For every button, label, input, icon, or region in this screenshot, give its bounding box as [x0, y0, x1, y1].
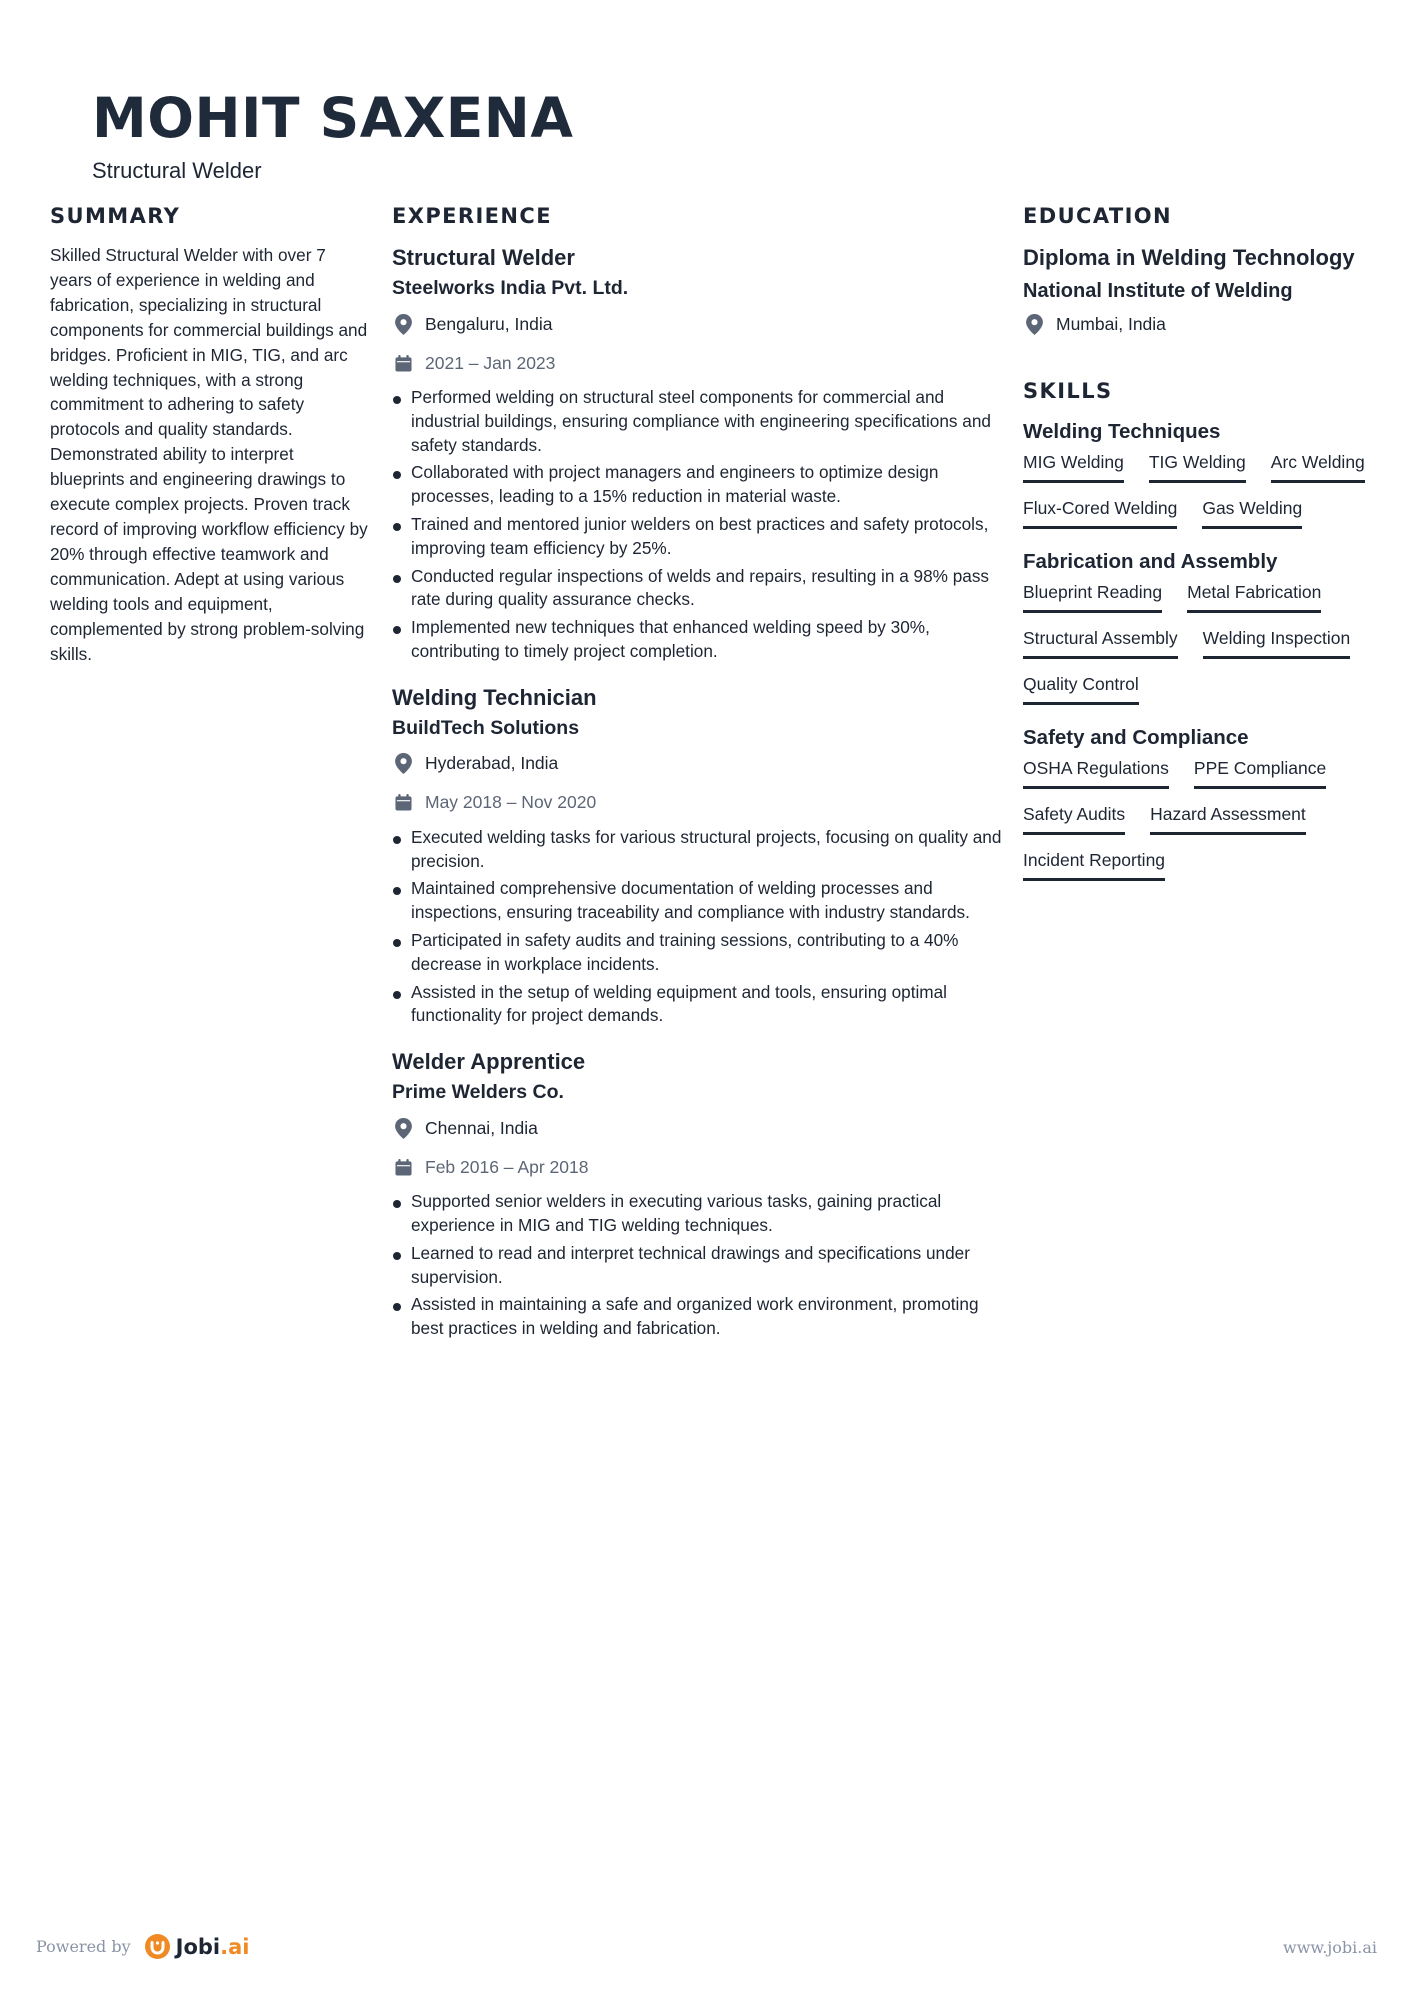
skill-tag: Quality Control — [1023, 672, 1139, 705]
skill-tags — [1023, 756, 1373, 881]
job-company: Prime Welders Co. — [392, 1081, 564, 1104]
skill-tags — [1023, 580, 1373, 705]
job-location — [392, 1115, 1002, 1141]
job-list — [392, 243, 1002, 1341]
education-skills-column — [1023, 204, 1373, 900]
job-dates — [392, 350, 1002, 376]
skill-tag: Hazard Assessment — [1150, 802, 1306, 835]
skills-list — [1023, 418, 1373, 881]
job-bullet: Maintained comprehensive documentation of welding processes and inspections, ensuring traceability and compliance with industry standards. — [392, 877, 1002, 925]
job-dates-text: Feb 2016 – Apr 2018 — [425, 1156, 589, 1177]
job-bullet: Executed welding tasks for various structural projects, focusing on quality and precision. — [392, 826, 1002, 874]
skill-group-title: Welding Techniques — [1023, 420, 1221, 443]
job-location-text: Bengaluru, India — [425, 313, 553, 334]
skill-tag: Blueprint Reading — [1023, 580, 1162, 613]
skill-tag: Arc Welding — [1271, 450, 1365, 483]
skill-tag: Structural Assembly — [1023, 626, 1178, 659]
skill-tag: Safety Audits — [1023, 802, 1125, 835]
job-bullet: Trained and mentored junior welders on best practices and safety protocols, improving team efficiency by 25%. — [392, 513, 1002, 561]
job-entry — [392, 683, 1002, 1028]
job-dates-text: May 2018 – Nov 2020 — [425, 792, 597, 813]
skill-tag: Flux-Cored Welding — [1023, 496, 1177, 529]
education-heading: EDUCATION — [1023, 204, 1173, 228]
powered-by-label: Powered by — [36, 1937, 131, 1956]
skill-tag: Metal Fabrication — [1187, 580, 1321, 613]
experience-heading: EXPERIENCE — [392, 204, 552, 228]
skill-tag: Gas Welding — [1202, 496, 1302, 529]
skill-group-title: Fabrication and Assembly — [1023, 550, 1278, 573]
skill-tag: OSHA Regulations — [1023, 756, 1169, 789]
job-bullets — [392, 386, 1002, 664]
education-location-text: Mumbai, India — [1056, 313, 1166, 334]
calendar-icon — [395, 1157, 412, 1178]
brand-suffix: .ai — [220, 1934, 250, 1959]
website-link[interactable]: www.jobi.ai — [1283, 1938, 1377, 1957]
skill-tag: Incident Reporting — [1023, 848, 1165, 881]
skill-tag: PPE Compliance — [1194, 756, 1326, 789]
job-bullet: Learned to read and interpret technical drawings and specifications under supervision. — [392, 1242, 1002, 1290]
job-company: Steelworks India Pvt. Ltd. — [392, 277, 629, 299]
map-pin-icon — [395, 314, 412, 335]
skill-tags — [1023, 450, 1373, 529]
job-bullets — [392, 1190, 1002, 1341]
job-bullet: Implemented new techniques that enhanced welding speed by 30%, contributing to timely project completion. — [392, 616, 1002, 664]
skill-group — [1023, 418, 1373, 529]
job-bullets — [392, 826, 1002, 1028]
job-location-text: Chennai, India — [425, 1117, 538, 1138]
job-company: BuildTech Solutions — [392, 716, 580, 739]
summary-text: Skilled Structural Welder with over 7 years of experience in welding and fabrication, specializing in structural components for commercial buildings and bridges. Proficient in MIG, TIG, and arc welding techniques, with a strong commitment to adhering to safety protocols and quality standards. Demonstrated ability to interpret blueprints and engineering drawings to execute complex projects. Proven track record of improving workflow efficiency by 20% through effective teamwork and communication. Adept at using various welding tools and equipment, complemented by strong problem-solving skills. — [50, 245, 368, 664]
skill-tag: MIG Welding — [1023, 450, 1124, 483]
job-location — [392, 311, 1002, 337]
job-entry — [392, 1047, 1002, 1341]
map-pin-icon — [1026, 314, 1043, 335]
powered-by-footer — [36, 1934, 249, 1959]
education-degree: Diploma in Welding Technology — [1023, 245, 1355, 270]
map-pin-icon — [395, 753, 412, 774]
skills-heading: SKILLS — [1023, 379, 1113, 403]
job-location-text: Hyderabad, India — [425, 753, 559, 774]
candidate-role: Structural Welder — [92, 158, 262, 183]
brand-main: Jobi — [175, 1934, 221, 1959]
jobi-logo-icon — [145, 1934, 170, 1959]
job-dates — [392, 790, 1002, 816]
job-bullet: Assisted in maintaining a safe and organized work environment, promoting best practices in welding and fabrication. — [392, 1293, 1002, 1341]
job-bullet: Supported senior welders in executing various tasks, gaining practical experience in MIG and TIG welding techniques. — [392, 1190, 1002, 1238]
calendar-icon — [395, 353, 412, 374]
summary-section — [50, 204, 368, 666]
job-dates-text: 2021 – Jan 2023 — [425, 352, 556, 373]
experience-section — [392, 204, 1002, 1360]
skill-tag: Welding Inspection — [1203, 626, 1351, 659]
summary-heading: SUMMARY — [50, 204, 181, 228]
skill-group-title: Safety and Compliance — [1023, 726, 1249, 749]
candidate-name: MOHIT SAXENA — [92, 86, 574, 150]
skill-tag: TIG Welding — [1149, 450, 1246, 483]
job-bullet: Conducted regular inspections of welds and repairs, resulting in a 98% pass rate during quality assurance checks. — [392, 565, 1002, 613]
job-bullet: Participated in safety audits and training sessions, contributing to a 40% decrease in workplace incidents. — [392, 929, 1002, 977]
job-bullet: Performed welding on structural steel components for commercial and industrial buildings, ensuring compliance with engineering specifications and safety standards. — [392, 386, 1002, 457]
skill-group — [1023, 724, 1373, 881]
job-bullet: Assisted in the setup of welding equipment and tools, ensuring optimal functionality for project demands. — [392, 981, 1002, 1029]
calendar-icon — [395, 792, 412, 813]
jobi-logo-text[interactable] — [176, 1935, 250, 1959]
job-title: Welder Apprentice — [392, 1049, 586, 1075]
job-entry — [392, 243, 1002, 664]
education-location — [1023, 311, 1373, 337]
job-title: Structural Welder — [392, 245, 575, 270]
map-pin-icon — [395, 1118, 412, 1139]
job-title: Welding Technician — [392, 684, 597, 710]
job-dates — [392, 1154, 1002, 1180]
education-school: National Institute of Welding — [1023, 280, 1293, 302]
job-location — [392, 751, 1002, 777]
job-bullet: Collaborated with project managers and engineers to optimize design processes, leading to a 15% reduction in material waste. — [392, 461, 1002, 509]
skill-group — [1023, 548, 1373, 705]
